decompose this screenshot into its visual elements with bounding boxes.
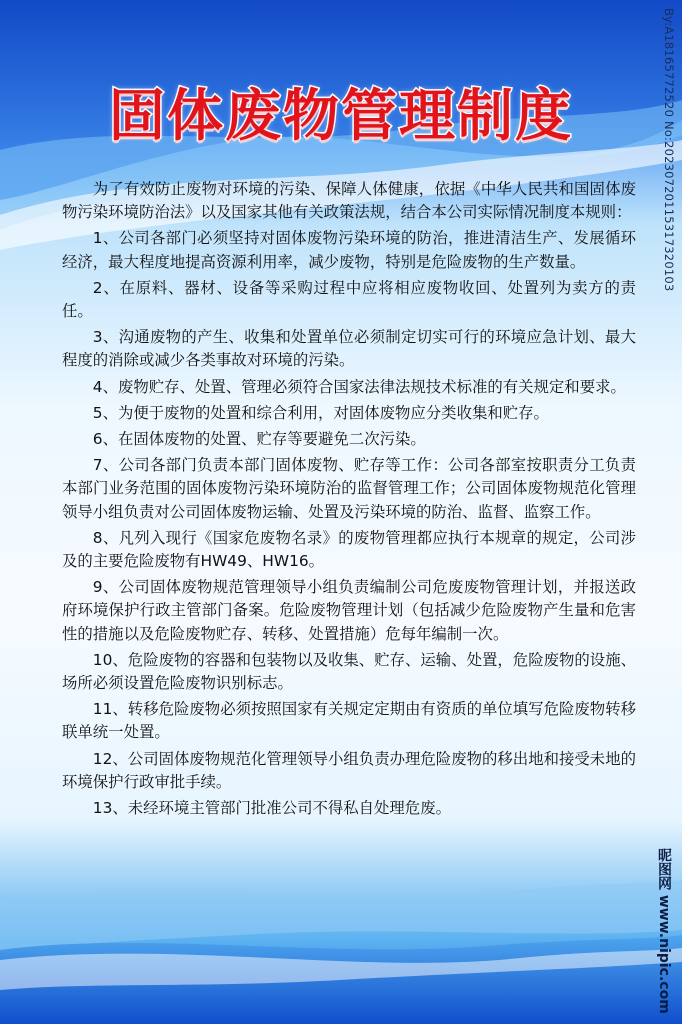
page-title: 固体废物管理制度 [109,84,573,149]
rule-13: 13、未经环境主管部门批准公司不得私自处理危废。 [92,799,451,818]
watermark-text: 昵图网 www.nipic.com [656,848,672,1014]
rule-2: 2、在原料、器材、设备等采购过程中应将相应废物收回、处置列为卖方的责任。 [62,278,636,321]
rule-9: 9、公司固体废物规范管理领导小组负责编制公司危废废物管理计划，并报送政府环境保护行政主管部门备案。危险废物管理计划（包括减少危险废物产生量和危害性的措施以及危险废物贮存、转移、处置措施）危每年编制一次。 [62,578,636,643]
rule-8: 8、凡列入现行《国家危废物名录》的废物管理都应执行本规章的规定，公司涉及的主要危险废物有HW49、HW16。 [62,528,636,571]
rule-11: 11、转移危险废物必须按照国家有关规定定期由有资质的单位填写危险废物转移联单统一处置。 [62,700,636,742]
rule-4: 4、废物贮存、处置、管理必须符合国家法律法规技术标准的有关规定和要求。 [92,377,626,396]
rule-3: 3、沟通废物的产生、收集和处置单位必须制定切实可行的环境应急计划、最大程度的消除或减少各类事故对环境的污染。 [62,328,636,370]
image-id-text: By:A18165772520 No:20230720115317320103 [662,8,676,292]
bottom-wave-light [0,880,682,950]
rule-6: 6、在固体废物的处置、贮存等要避免二次污染。 [92,430,426,449]
regulation-body [62,178,636,823]
intro-paragraph: 为了有效防止废物对环境的污染、保障人体健康，依据《中华人民共和国固体废物污染环境防治法》以及国家其他有关政策法规，结合本公司实际情况制度本规则： [62,180,636,222]
rule-5: 5、为便于废物的处置和综合利用，对固体废物应分类收集和贮存。 [92,403,549,422]
rule-1: 1、公司各部门必须坚持对固体废物污染环境的防治，推进清洁生产、发展循环经济，最大程度地提高资源利用率，减少废物，特别是危险废物的生产数量。 [62,229,636,271]
rule-10: 10、危险废物的容器和包装物以及收集、贮存、运输、处置，危险废物的设施、场所必须设置危险废物识别标志。 [62,650,636,693]
rule-12: 12、公司固体废物规范化管理领导小组负责办理危险废物的移出地和接受未地的环境保护行政审批手续。 [62,749,636,791]
rule-7: 7、公司各部门负责本部门固体废物、贮存等工作：公司各部室按职责分工负责本部门业务范围的固体废物污染环境防治的监督管理工作；公司固体废物规范化管理领导小组负责对公司固体废物运输、处置及污染环境的防治、监督、监察工作。 [62,456,636,521]
